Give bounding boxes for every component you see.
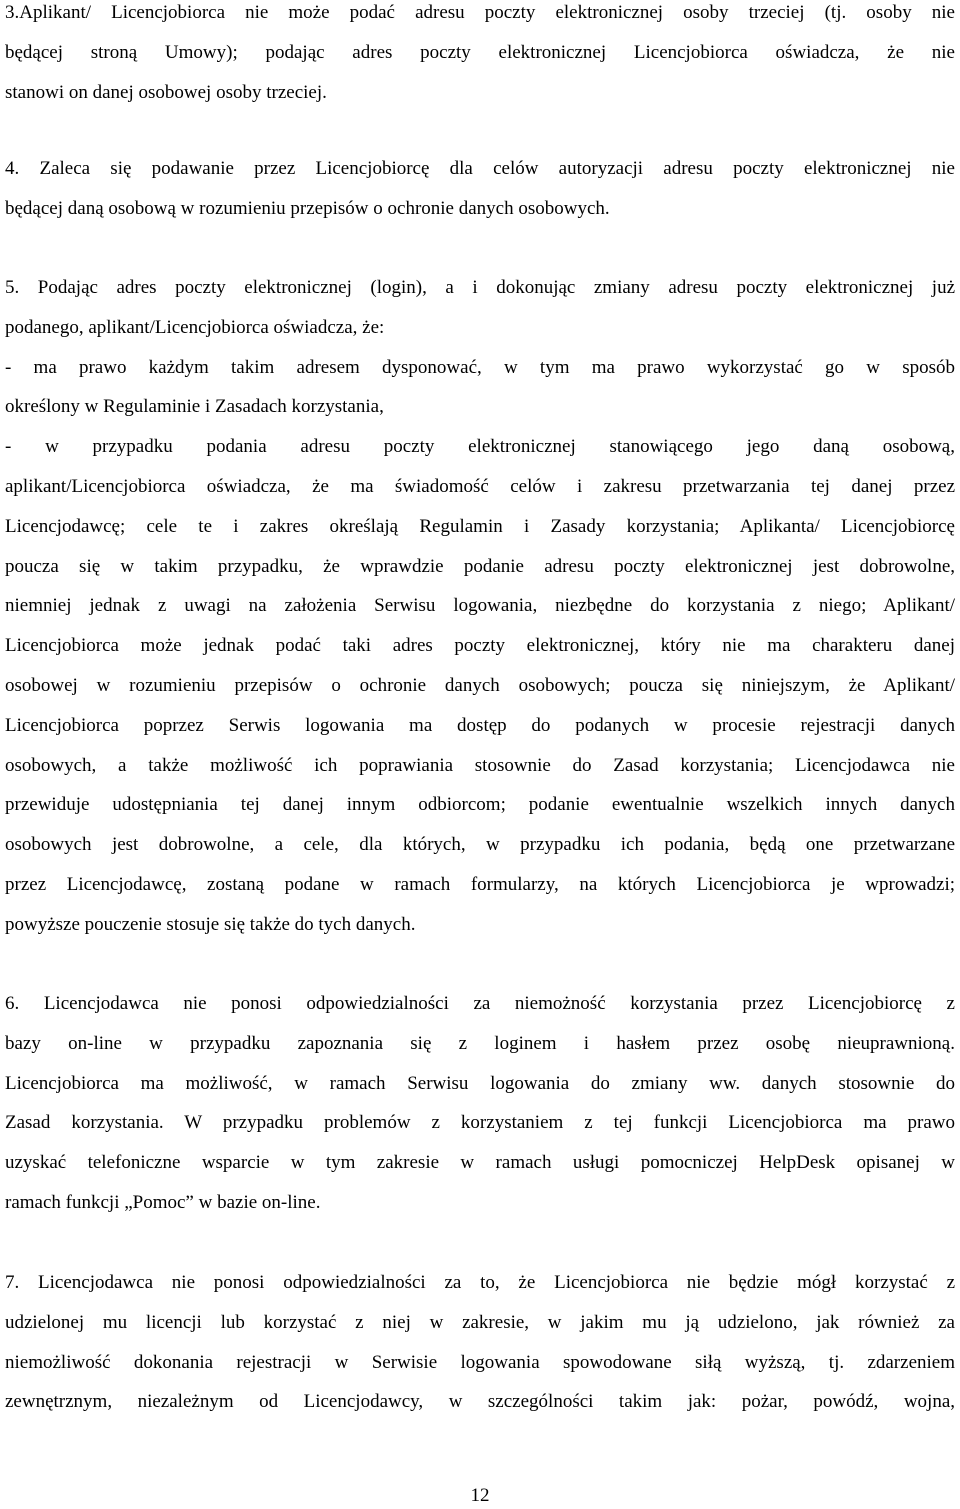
page-number: 12 <box>470 1485 490 1506</box>
text-line: podanego, aplikant/Licencjobiorca oświadcza, że: <box>5 316 385 338</box>
text-line: powyższe pouczenie stosuje się także do tych danych. <box>5 913 416 935</box>
paragraph-6 <box>5 984 955 1223</box>
text-line: określony w Regulaminie i Zasadach korzystania, <box>5 396 384 418</box>
text-line: 3.Aplikant/ Licencjobiorca nie może podać adresu poczty elektronicznej osoby trzeciej (tj. osoby nie <box>5 2 955 23</box>
text-line: Licencjobiorca może jednak podać taki adres poczty elektronicznej, który nie ma charakteru danej <box>5 635 955 657</box>
text-line: aplikant/Licencjobiorca oświadcza, że ma świadomość celów i zakresu przetwarzania tej danej przez <box>5 475 955 497</box>
text-line: osobowej w rozumieniu przepisów o ochronie danych osobowych; poucza się niniejszym, że Aplikant/ <box>5 674 955 696</box>
text-line: niemożliwość dokonania rejestracji w Serwisie logowania spowodowane siłą wyższą, tj. zdarzeniem <box>5 1351 955 1373</box>
paragraph-4 <box>5 149 955 229</box>
text-line: 4. Zaleca się podawanie przez Licencjobiorcę dla celów autoryzacji adresu poczty elektronicznej nie <box>5 158 955 179</box>
text-line: Licencjodawcę; cele te i zakres określają Regulamin i Zasady korzystania; Aplikanta/ Licencjobiorcę <box>5 515 955 537</box>
text-line: Licencjobiorca poprzez Serwis logowania ma dostęp do podanych w procesie rejestracji danych <box>5 714 955 736</box>
paragraph-7 <box>5 1263 955 1422</box>
document-page <box>5 0 955 1509</box>
text-line: zewnętrznym, niezależnym od Licencjodawcy, w szczególności takim jak: pożar, powódź, wojna, <box>5 1391 955 1413</box>
text-line: poucza się w takim przypadku, że wprawdzie podanie adresu poczty elektronicznej jest dobrowolne, <box>5 555 955 577</box>
text-line: będącej stroną Umowy); podając adres poczty elektronicznej Licencjobiorca oświadcza, że nie <box>5 41 955 63</box>
text-line: Licencjobiorca ma możliwość, w ramach Serwisu logowania do zmiany ww. danych stosownie do <box>5 1072 955 1094</box>
text-line: 6. Licencjodawca nie ponosi odpowiedzialności za niemożność korzystania przez Licencjobiorcę z <box>5 993 955 1014</box>
text-line: będącej daną osobową w rozumieniu przepisów o ochronie danych osobowych. <box>5 197 610 219</box>
text-line: - ma prawo każdym takim adresem dysponować, w tym ma prawo wykorzystać go w sposób <box>5 356 955 378</box>
text-line: przez Licencjodawcę, zostaną podane w ramach formularzy, na których Licencjobiorca je wprowadzi; <box>5 873 955 895</box>
text-line: ramach funkcji „Pomoc” w bazie on-line. <box>5 1191 321 1213</box>
text-line: 7. Licencjodawca nie ponosi odpowiedzialności za to, że Licencjobiorca nie będzie mógł korzystać z <box>5 1272 955 1293</box>
text-line: osobowych, a także możliwość ich poprawiania stosownie do Zasad korzystania; Licencjodawca nie <box>5 754 955 776</box>
text-line: 5. Podając adres poczty elektronicznej (login), a i dokonując zmiany adresu poczty elektronicznej już <box>5 277 955 298</box>
text-line: uzyskać telefoniczne wsparcie w tym zakresie w ramach usługi pomocniczej HelpDesk opisanej w <box>5 1152 955 1174</box>
paragraph-3 <box>5 0 955 112</box>
text-line: - w przypadku podania adresu poczty elektronicznej stanowiącego jego daną osobową, <box>5 436 955 458</box>
text-line: bazy on-line w przypadku zapoznania się z loginem i hasłem przez osobę nieuprawnioną. <box>5 1032 955 1054</box>
text-line: osobowych jest dobrowolne, a cele, dla których, w przypadku ich podania, będą one przetwarzane <box>5 834 955 856</box>
text-line: stanowi on danej osobowej osoby trzeciej. <box>5 81 327 103</box>
text-line: niemniej jednak z uwagi na założenia Serwisu logowania, niezbędne do korzystania z niego; Aplikant/ <box>5 595 955 617</box>
text-line: udzielonej mu licencji lub korzystać z niej w zakresie, w jakim mu ją udzielono, jak również za <box>5 1311 955 1333</box>
text-line: Zasad korzystania. W przypadku problemów z korzystaniem z tej funkcji Licencjobiorca ma prawo <box>5 1112 955 1134</box>
text-line: przewiduje udostępniania tej danej innym odbiorcom; podanie ewentualnie wszelkich innych danych <box>5 794 955 816</box>
paragraph-5 <box>5 268 955 945</box>
